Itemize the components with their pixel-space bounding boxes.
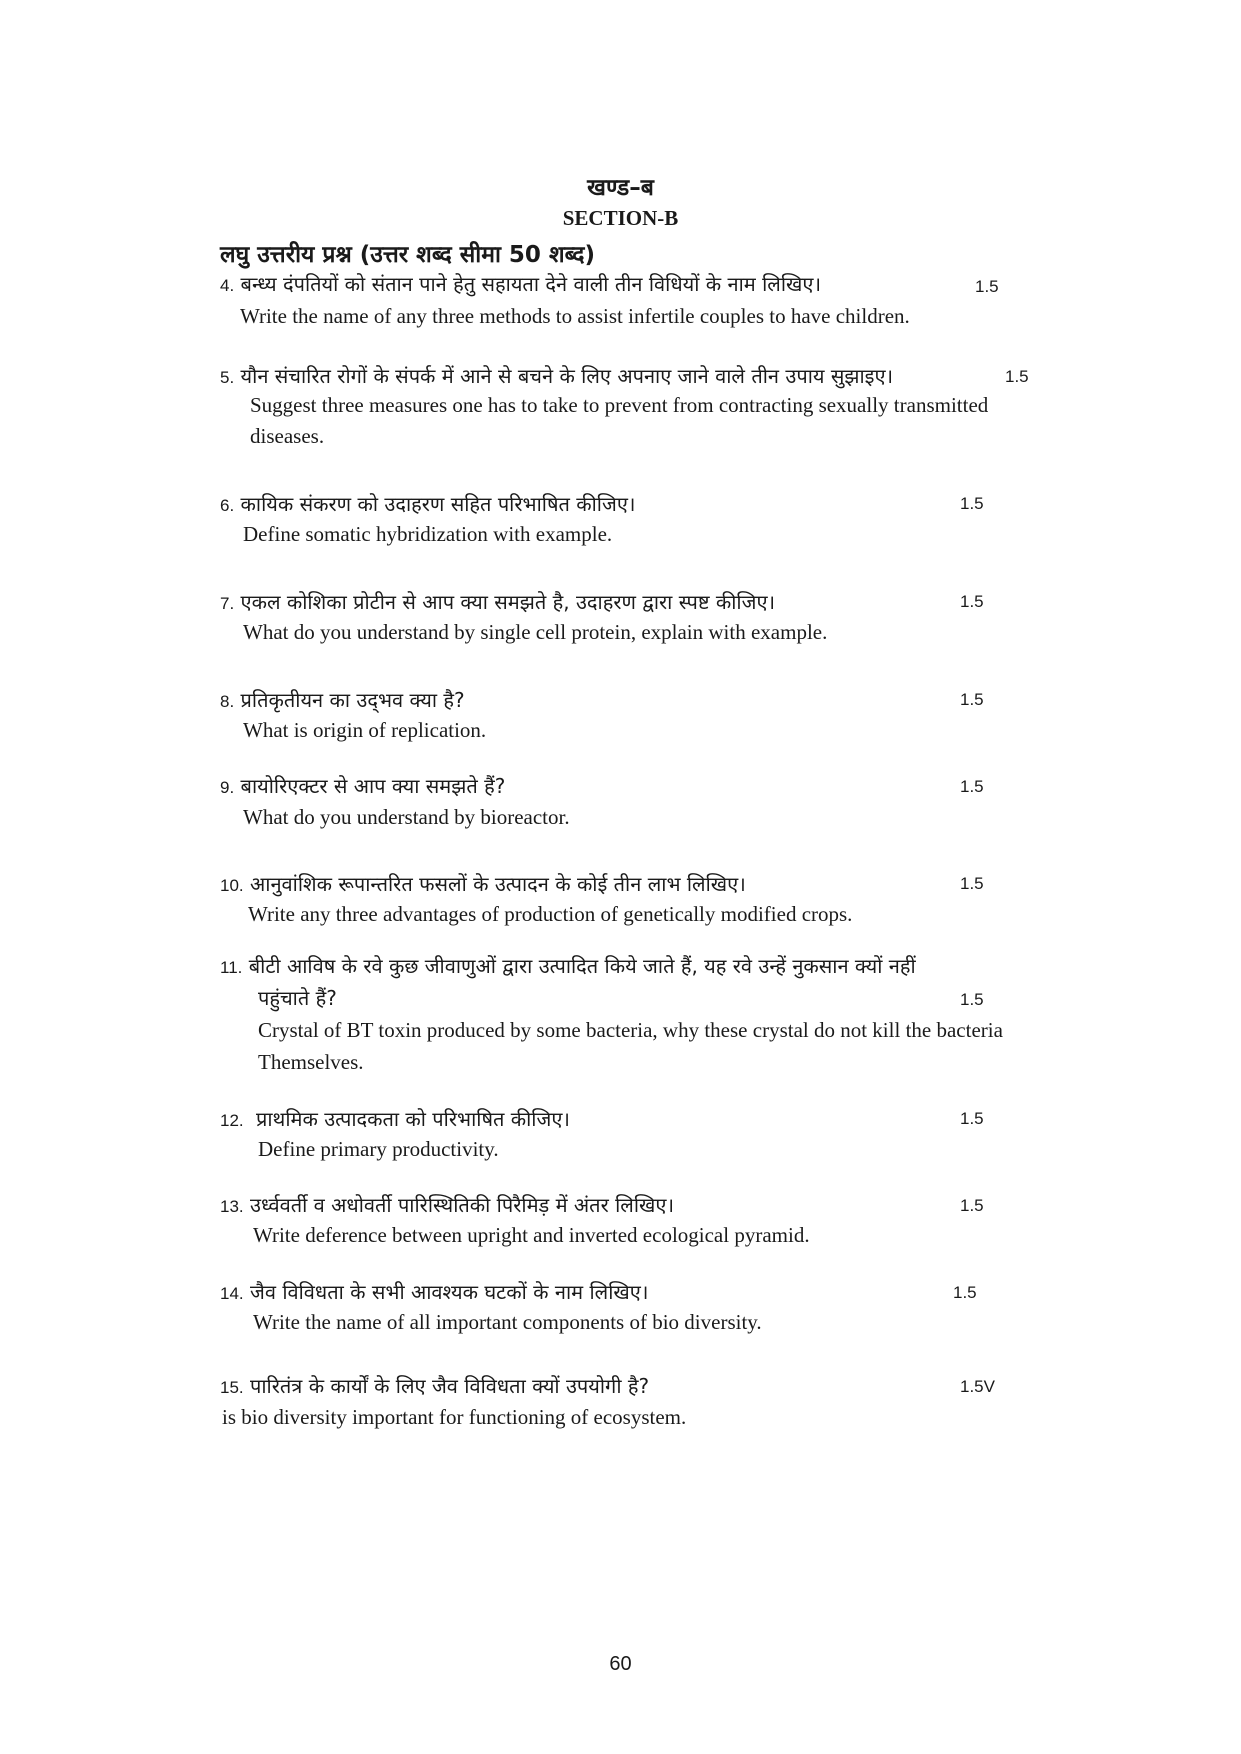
question-number: 12. <box>220 1111 244 1130</box>
question-text-english: Define primary productivity. <box>258 1137 499 1161</box>
question-text-english: Define somatic hybridization with example. <box>243 522 613 546</box>
question-number: 9. <box>220 778 235 797</box>
question-text-hindi: यौन संचारित रोगों के संपर्क में आने से बचने के लिए अपनाए जाने वाले तीन उपाय सुझाइए। <box>240 364 894 388</box>
question-hindi <box>220 686 465 713</box>
question-hindi <box>220 1191 674 1218</box>
question-number: 4. <box>220 276 235 295</box>
question-marks: 1.5 <box>960 494 984 513</box>
question-marks: 1.5 <box>960 1196 984 1215</box>
question-text-hindi: बीटी आविष के रवे कुछ जीवाणुओं द्वारा उत्पादित किये जाते हैं, यह रवे उन्हें नुकसान क्यों नहीं <box>248 954 916 978</box>
question-hindi <box>220 952 916 979</box>
question-text-hindi: प्रतिकृतीयन का उद्‌भव क्या है? <box>240 688 465 712</box>
question-text-hindi: एकल कोशिका प्रोटीन से आप क्या समझते है, उदाहरण द्वारा स्पष्ट कीजिए। <box>240 590 776 614</box>
question-text-hindi: उर्ध्ववर्ती व अधोवर्ती पारिस्थितिकी पिरैमिड़ में अंतर लिखिए। <box>250 1193 675 1217</box>
question-text-hindi: बायोरिएक्टर से आप क्या समझते हैं? <box>240 774 506 798</box>
question-marks: 1.5 <box>1005 367 1029 386</box>
question-number: 11. <box>220 958 243 977</box>
question-hindi <box>220 772 505 799</box>
question-marks: 1.5 <box>960 592 984 611</box>
question-marks: 1.5V <box>960 1377 995 1396</box>
question-text-hindi: पारितंत्र के कार्यों के लिए जैव विविधता क्यों उपयोगी है? <box>250 1374 650 1398</box>
question-hindi <box>220 1278 648 1305</box>
question-text-english-cont: diseases. <box>250 424 325 448</box>
question-text-hindi: बन्ध्य दंपतियों को संतान पाने हेतु सहायता देने वाली तीन विधियों के नाम लिखिए। <box>240 272 822 296</box>
question-text-english-cont: Themselves. <box>258 1050 364 1074</box>
question-number: 6. <box>220 496 235 515</box>
question-marks: 1.5 <box>975 277 999 296</box>
question-text-hindi: आनुवांशिक रूपान्तरित फसलों के उत्पादन के कोई तीन लाभ लिखिए। <box>250 872 746 896</box>
question-number: 13. <box>220 1197 244 1216</box>
question-text-hindi-cont: पहुंचाते हैं? <box>258 986 337 1010</box>
question-number: 15. <box>220 1378 244 1397</box>
question-marks: 1.5 <box>953 1283 977 1302</box>
question-marks: 1.5 <box>960 690 984 709</box>
question-hindi <box>220 362 893 389</box>
question-text-english: Write deference between upright and inverted ecological pyramid. <box>253 1223 810 1247</box>
question-text-english: Suggest three measures one has to take to prevent from contracting sexually transmitted <box>250 393 989 417</box>
hindi-section-heading: खण्ड–ब <box>587 175 654 201</box>
question-text-english: What is origin of replication. <box>243 718 487 742</box>
question-hindi <box>220 270 821 297</box>
question-marks: 1.5 <box>960 874 984 893</box>
question-text-english: is bio diversity important for functioning of ecosystem. <box>222 1405 687 1429</box>
question-text-english: Write the name of any three methods to assist infertile couples to have children. <box>240 304 910 328</box>
question-marks: 1.5 <box>960 1109 984 1128</box>
question-text-english: Write any three advantages of production of genetically modified crops. <box>248 902 853 926</box>
question-text-hindi: जैव विविधता के सभी आवश्यक घटकों के नाम लिखिए। <box>250 1280 649 1304</box>
question-text-english: What do you understand by bioreactor. <box>243 805 570 829</box>
question-hindi <box>220 1372 649 1399</box>
question-number: 7. <box>220 594 235 613</box>
question-text-english: What do you understand by single cell protein, explain with example. <box>243 620 828 644</box>
question-text-hindi: कायिक संकरण को उदाहरण सहित परिभाषित कीजिए। <box>240 492 636 516</box>
question-text-english: Crystal of BT toxin produced by some bacteria, why these crystal do not kill the bacteria <box>258 1018 1003 1042</box>
question-marks: 1.5 <box>960 777 984 796</box>
page-number: 60 <box>609 1653 632 1675</box>
question-text-hindi: प्राथमिक उत्पादकता को परिभाषित कीजिए। <box>256 1107 570 1131</box>
question-number: 8. <box>220 692 235 711</box>
question-hindi <box>220 870 746 897</box>
question-hindi <box>220 588 775 615</box>
question-number: 10. <box>220 876 244 895</box>
question-number: 14. <box>220 1284 244 1303</box>
question-number: 5. <box>220 368 235 387</box>
subheading: लघु उत्तरीय प्रश्न (उत्तर शब्द सीमा 50 शब्द) <box>220 242 595 268</box>
question-marks: 1.5 <box>960 990 984 1009</box>
section-title: SECTION-B <box>562 206 679 230</box>
question-hindi <box>220 490 635 517</box>
question-text-english: Write the name of all important components of bio diversity. <box>253 1310 762 1334</box>
question-hindi <box>220 1105 570 1132</box>
